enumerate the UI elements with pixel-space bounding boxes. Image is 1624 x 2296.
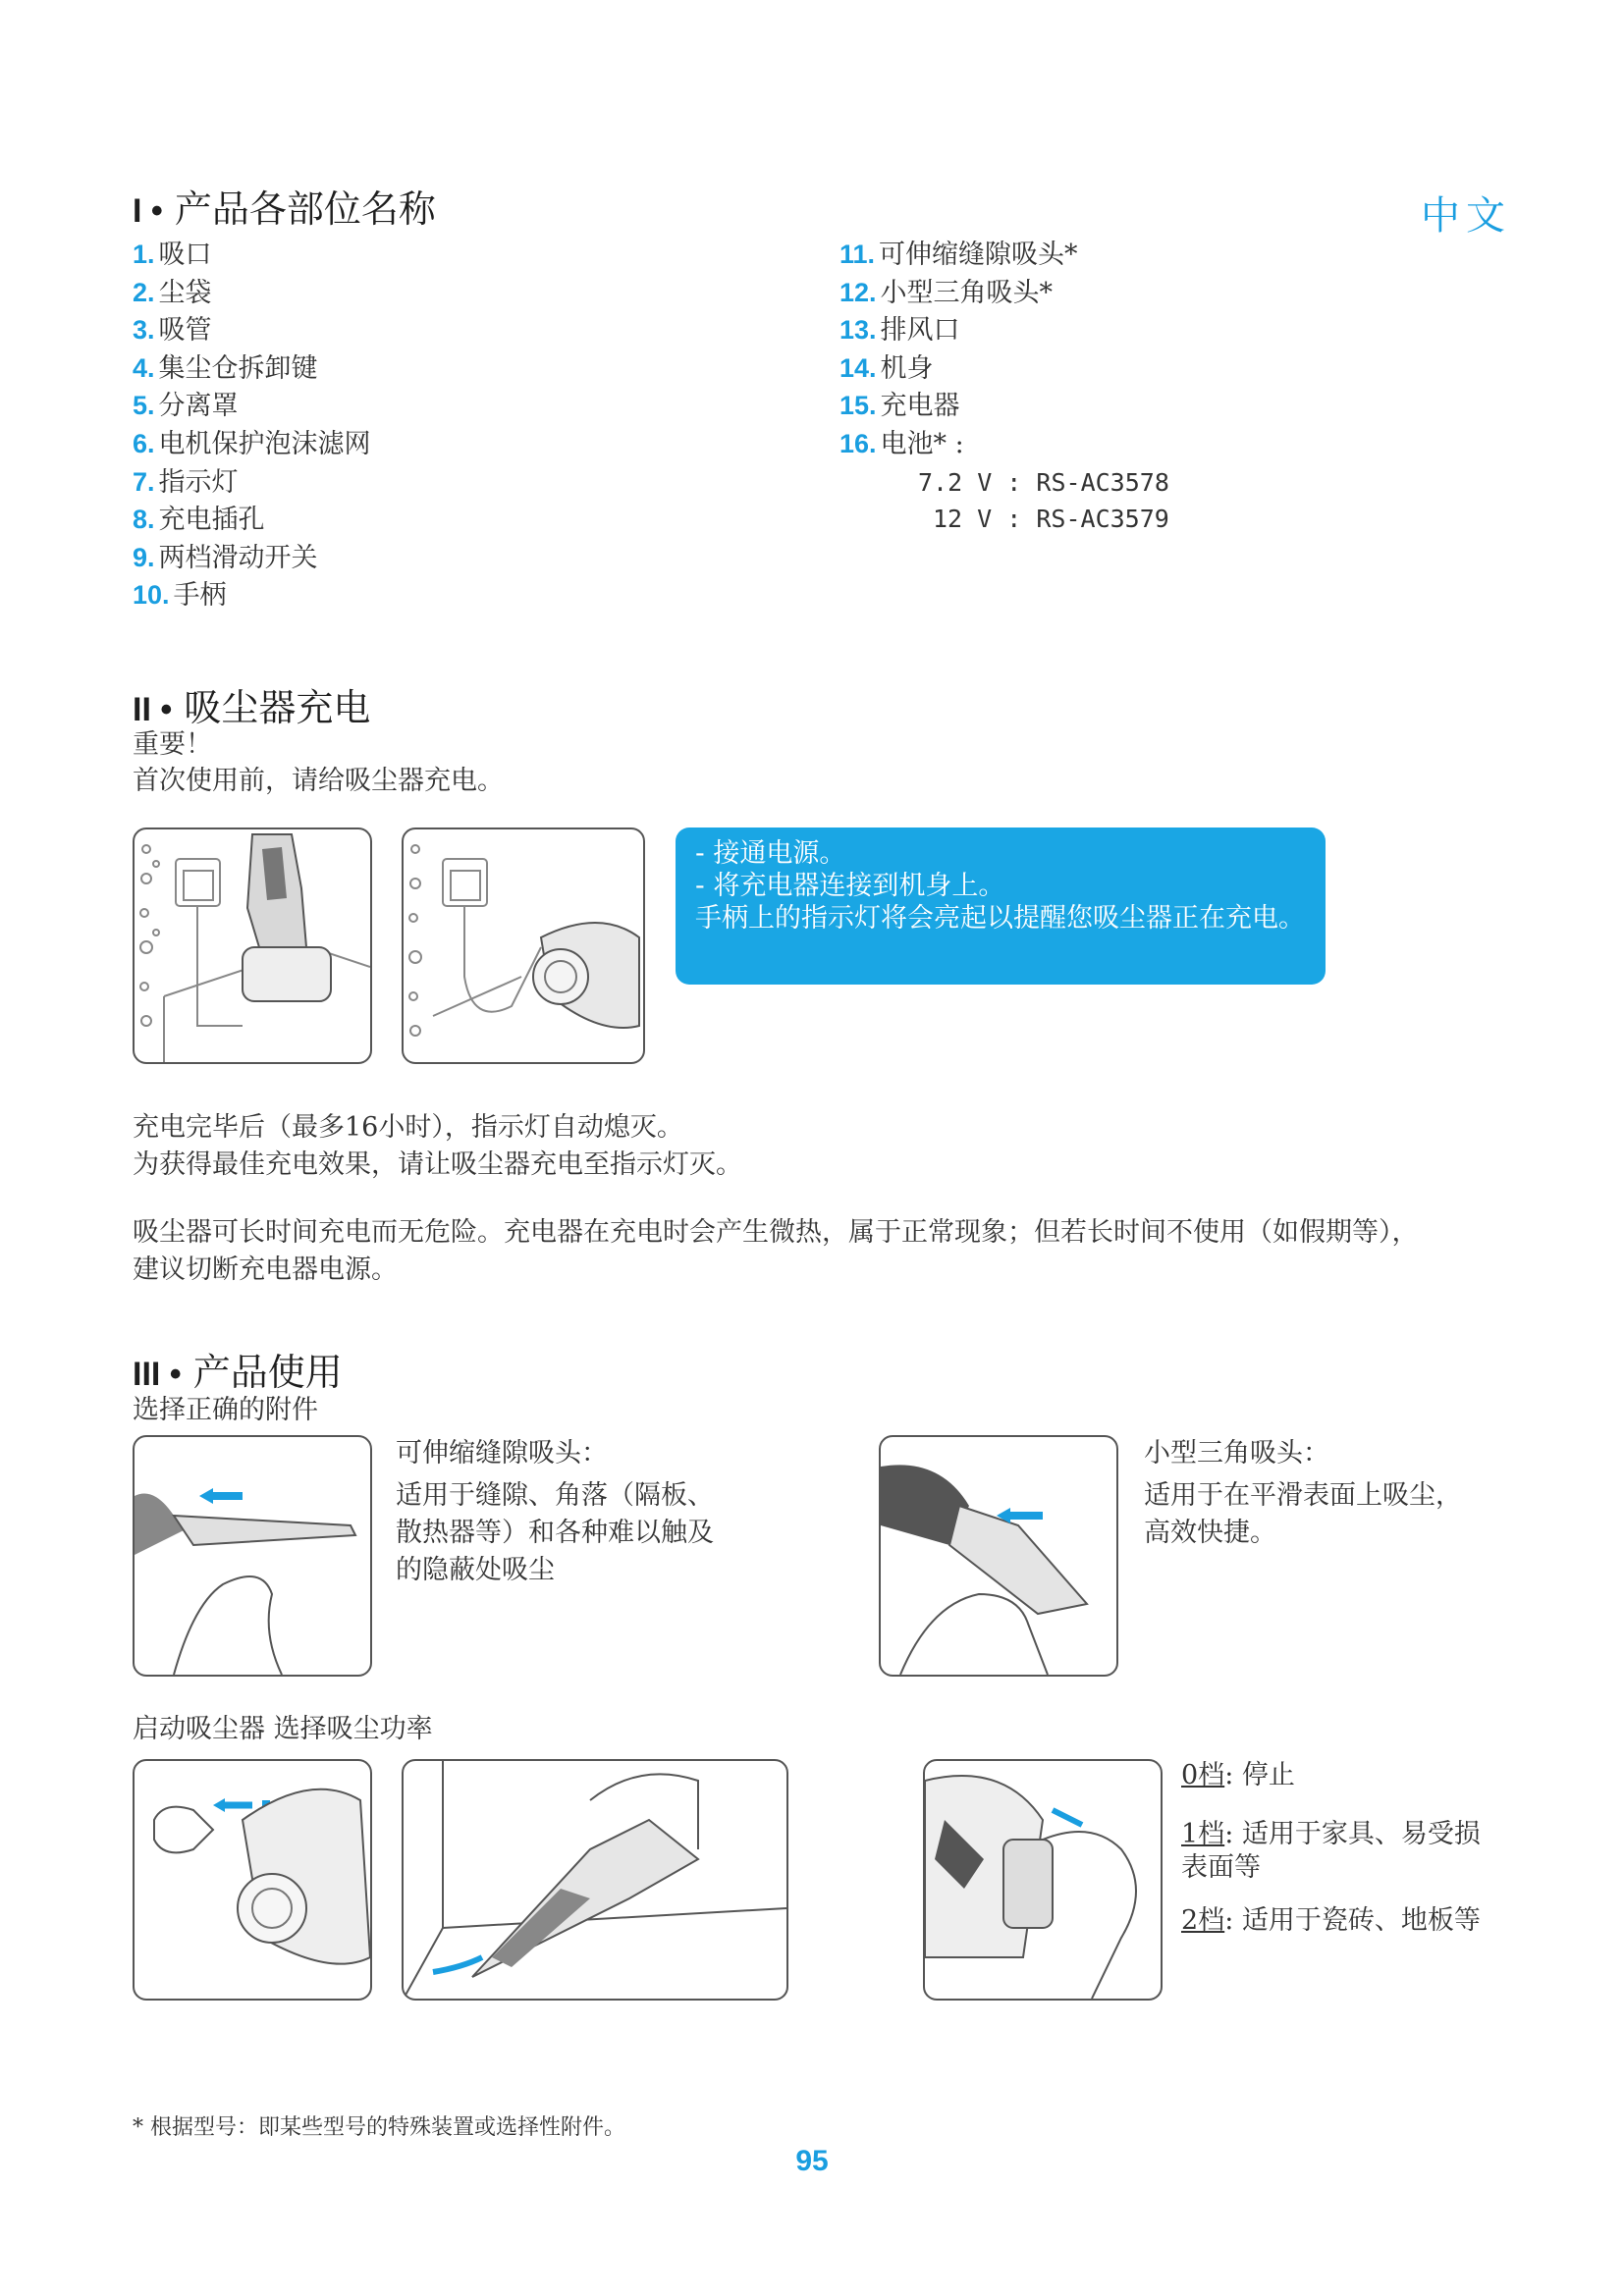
charging-instructions-box bbox=[676, 828, 1326, 985]
mode-desc: : 停止 bbox=[1224, 1760, 1295, 1790]
power-switch-illustration bbox=[923, 1759, 1163, 2001]
footnote: * 根据型号：即某些型号的特殊装置或选择性附件。 bbox=[133, 2115, 625, 2140]
parts-list-right bbox=[839, 236, 1078, 463]
start-power-label: 启动吸尘器 选择吸尘功率 bbox=[133, 1714, 433, 1744]
page-number: 95 bbox=[795, 2145, 829, 2177]
instruction-line: 手柄上的指示灯将会亮起以提醒您吸尘器正在充电。 bbox=[695, 903, 1305, 934]
charging-safety-line: 建议切断充电器电源。 bbox=[133, 1255, 398, 1285]
triangle-desc-line: 适用于在平滑表面上吸尘， bbox=[1144, 1480, 1462, 1511]
power-mode bbox=[1181, 1818, 1505, 1885]
crevice-desc-line: 适用于缝隙、角落（隔板、 bbox=[396, 1480, 714, 1511]
section-1-title: 产品各部位名称 bbox=[174, 187, 436, 231]
list-item: 11. 可伸缩缝隙吸头* bbox=[839, 240, 1078, 270]
list-item: 7. 指示灯 bbox=[133, 466, 239, 498]
list-item: 1. 吸口 bbox=[133, 240, 212, 270]
power-mode bbox=[1181, 1904, 1505, 1938]
instruction-line: - 将充电器连接到机身上。 bbox=[695, 871, 1005, 901]
section-3-heading: III • 产品使用 bbox=[133, 1351, 343, 1394]
section-1-number: I bbox=[133, 192, 142, 230]
mode-label: 2档 bbox=[1181, 1905, 1225, 1936]
important-label: 重要！ bbox=[133, 729, 212, 760]
list-item: 10. 手柄 bbox=[133, 580, 227, 612]
parts-list-left bbox=[133, 236, 371, 614]
triangle-desc-line: 高效快捷。 bbox=[1144, 1518, 1276, 1548]
charging-illustration-1 bbox=[133, 828, 372, 1064]
first-use-note: 首次使用前，请给吸尘器充电。 bbox=[133, 766, 504, 796]
list-item: 3. 吸管 bbox=[133, 315, 212, 347]
list-item: 4. 集尘仓拆卸键 bbox=[133, 352, 318, 384]
section-2-heading: II • 吸尘器充电 bbox=[133, 686, 371, 729]
power-mode bbox=[1181, 1759, 1505, 1792]
list-item: 16. 电池* : bbox=[839, 428, 964, 459]
charging-safety-line: 吸尘器可长时间充电而无危险。充电器在充电时会产生微热，属于正常现象；但若长时间不使用（如假期等）， bbox=[133, 1217, 1419, 1248]
mode-desc: : 适用于瓷砖、地板等 bbox=[1224, 1905, 1481, 1936]
list-item: 2. 尘袋 bbox=[133, 277, 212, 308]
battery-spec: 7.2 V : RS-AC3578 bbox=[918, 468, 1169, 497]
list-item: 9. 两档滑动开关 bbox=[133, 542, 318, 573]
crevice-tool-illustration bbox=[133, 1435, 372, 1677]
list-item: 5. 分离罩 bbox=[133, 391, 239, 422]
list-item: 14. 机身 bbox=[839, 352, 934, 384]
section-2-title: 吸尘器充电 bbox=[184, 686, 371, 729]
list-item: 13. 排风口 bbox=[839, 315, 960, 347]
section-2-number: II bbox=[133, 691, 151, 728]
crevice-title: 可伸缩缝隙吸头： bbox=[396, 1438, 608, 1468]
crevice-desc-line: 的隐蔽处吸尘 bbox=[396, 1555, 555, 1585]
choose-attachment-label: 选择正确的附件 bbox=[133, 1395, 318, 1425]
triangle-tool-illustration bbox=[879, 1435, 1118, 1677]
start-illustration bbox=[133, 1759, 372, 2001]
charging-note-line: 充电完毕后（最多16小时），指示灯自动熄灭。 bbox=[133, 1112, 683, 1143]
instruction-line: - 接通电源。 bbox=[695, 838, 846, 869]
charging-note-line: 为获得最佳充电效果，请让吸尘器充电至指示灯灭。 bbox=[133, 1149, 742, 1180]
section-3-title: 产品使用 bbox=[192, 1351, 343, 1394]
mode-label: 1档 bbox=[1181, 1819, 1225, 1849]
list-item: 15. 充电器 bbox=[839, 391, 960, 422]
battery-spec: 12 V : RS-AC3579 bbox=[933, 505, 1169, 533]
triangle-title: 小型三角吸头： bbox=[1144, 1438, 1329, 1468]
list-item: 8. 充电插孔 bbox=[133, 505, 265, 536]
list-item: 12. 小型三角吸头* bbox=[839, 277, 1054, 308]
mode-desc: : 适用于家具、易受损表面等 bbox=[1181, 1819, 1481, 1883]
list-item: 6. 电机保护泡沫滤网 bbox=[133, 428, 371, 459]
mode-label: 0档 bbox=[1181, 1760, 1225, 1790]
language-label: 中文 bbox=[1421, 193, 1511, 239]
floor-cleaning-illustration bbox=[402, 1759, 788, 2001]
charging-illustration-2 bbox=[402, 828, 645, 1064]
crevice-desc-line: 散热器等）和各种难以触及 bbox=[396, 1518, 714, 1548]
section-1-heading: I • 产品各部位名称 bbox=[133, 187, 436, 231]
section-3-number: III bbox=[133, 1356, 161, 1393]
